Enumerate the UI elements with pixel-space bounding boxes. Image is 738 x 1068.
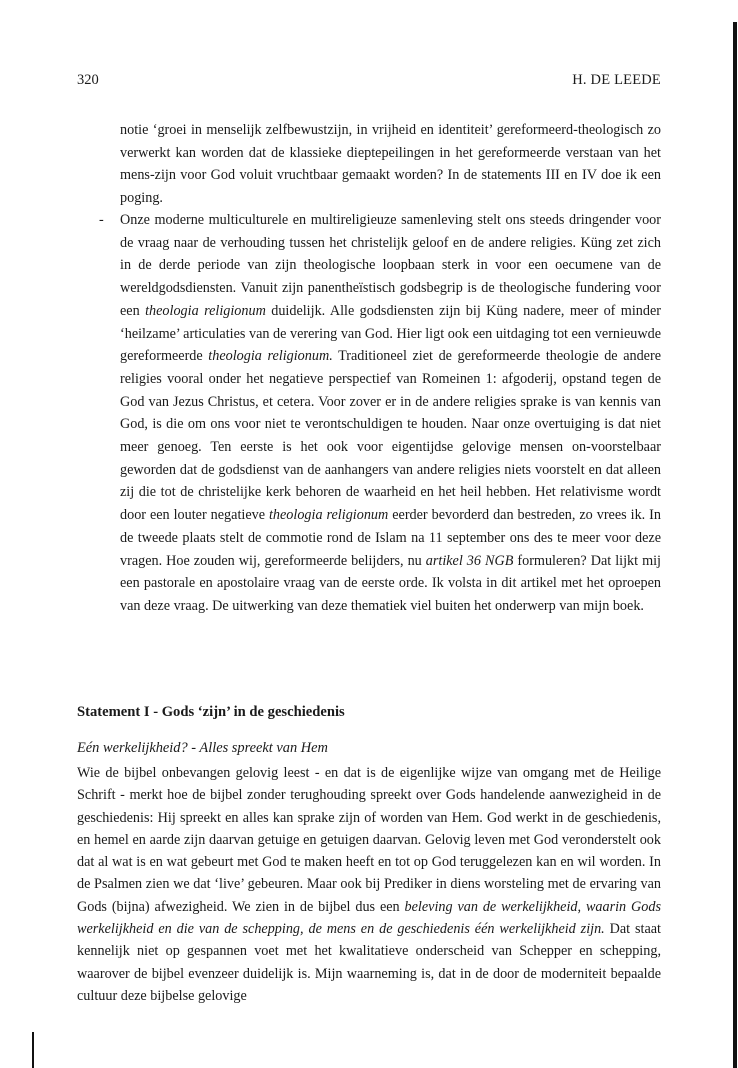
section-subheading: Eén werkelijkheid? - Alles spreekt van Hem [77, 740, 328, 756]
list-text-segment: eerder bevorderd dan bestreden, zo vrees ik. In de tweede plaats stelt de commotie rond de Islam na 11 september ons des te meer voor deze vragen. Hoe zouden wij, gereformeerde belijders, nu [120, 507, 661, 569]
body-text-segment: Dat staat kennelijk niet op gespannen voet met het kwalitatieve onderscheid van Schepper en schepping, waarover de bijbel evenzeer duidelijk is. Mijn waarneming is, dat in de door de moderniteit bepaalde cultuur deze bijbelse gelovige [77, 921, 661, 1004]
list-text-segment: Traditioneel ziet de gereformeerde theologie de andere religies vooral onder het negatieve perspectief van Romeinen 1: afgoderij, opstand tegen de God van Jezus Christus, et cetera. Voor zover er in de andere religies sprake is van kennis van God, is die om ons voor niet te verontschuldigen te houden. Naar onze overtuiging is dat niet meer genoeg. Ten eerste is het ook voor eigentijdse gelovige mensen on-voorstelbaar geworden dat de godsdienst van de aanhangers van andere religies niets voorstelt en dat alleen zij die tot de christelijke kerk behoren de waarheid en het heil hebben. Het relativisme wordt door een louter negatieve [120, 348, 661, 524]
continuation-paragraph [120, 119, 661, 210]
page-number: 320 [77, 72, 99, 88]
list-item-text [120, 209, 661, 618]
continuation-text: notie ‘groei in menselijk zelfbewustzijn, in vrijheid en identiteit’ gereformeerd-theologisch zo verwerkt kan worden dat de klassieke dieptepeilingen in het gereformeerde verstaan van het mens-zijn voor God voluit vruchtbaar gemaakt worden? In de statements III en IV doe ik een poging. [120, 122, 661, 207]
list-text-segment: formuleren? Dat lijkt mij een pastorale en apostolaire vraag van de eerste orde. Ik volsta in dit artikel met het oproepen van deze vraag. De uitwerking van deze thematiek viel buiten het onderwerp van mijn boek. [120, 552, 661, 614]
section-paragraph-text [77, 762, 661, 1007]
italic-term: theologia religionum. [208, 348, 333, 365]
page-header [77, 72, 661, 92]
list-item [120, 209, 661, 618]
section-paragraph [77, 762, 661, 1007]
body-text-segment: Wie de bijbel onbevangen gelovig leest - en dat is de eigenlijke wijze van omgang met de Heilige Schrift - merkt hoe de bijbel zonder terughouding spreekt over Gods handelende aanwezigheid in de geschiedenis: Hij spreekt en alles kan sprake zijn of worden van Hem. God werkt in de geschiedenis, en hemel en aarde zijn daarvan getuige en getuigen daarvan. Gelovig leven met God veronderstelt ook dat al wat is en wat gebeurt met God te maken heeft en tot op God teruggelezen kan en wil worden. In de Psalmen zien we dat ‘live’ gebeuren. Maar ook bij Prediker in diens worsteling met de ervaring van Gods (bijna) afwezigheid. We zien in de bijbel dus een [77, 765, 661, 915]
list-text-segment: duidelijk. Alle godsdiensten zijn bij Küng nadere, meer of minder ‘heilzame’ articulaties van de verering van God. Hier ligt ook een uitdaging tot een vernieuwde gereformeerde [120, 302, 661, 365]
italic-term: theologia religionum [268, 507, 389, 524]
italic-phrase: beleving van de werkelijkheid, waarin Gods werkelijkheid en die van de schepping, de mens en de geschiedenis één werkelijkheid zijn. [77, 898, 661, 938]
section-heading: Statement I - Gods ‘zijn’ in de geschiedenis [77, 704, 345, 720]
italic-term: artikel 36 NGB [425, 552, 514, 569]
list-text-segment: Onze moderne multiculturele en multireligieuze samenleving stelt ons steeds dringender voor de vraag naar de verhouding tussen het christelijk geloof en de andere religies. Küng zet zich in de derde periode van zijn theologische loopbaan sterk in voor een oecumene van de wereldgodsdiensten. Vanuit zijn panentheïstisch godsbegrip is de theologische fundering voor een [120, 212, 661, 319]
italic-term: theologia religionum [145, 302, 266, 319]
list-bullet: - [99, 212, 104, 228]
scan-edge-right [733, 22, 737, 1068]
running-head: H. DE LEEDE [572, 72, 661, 88]
scan-edge-left [32, 1032, 34, 1068]
